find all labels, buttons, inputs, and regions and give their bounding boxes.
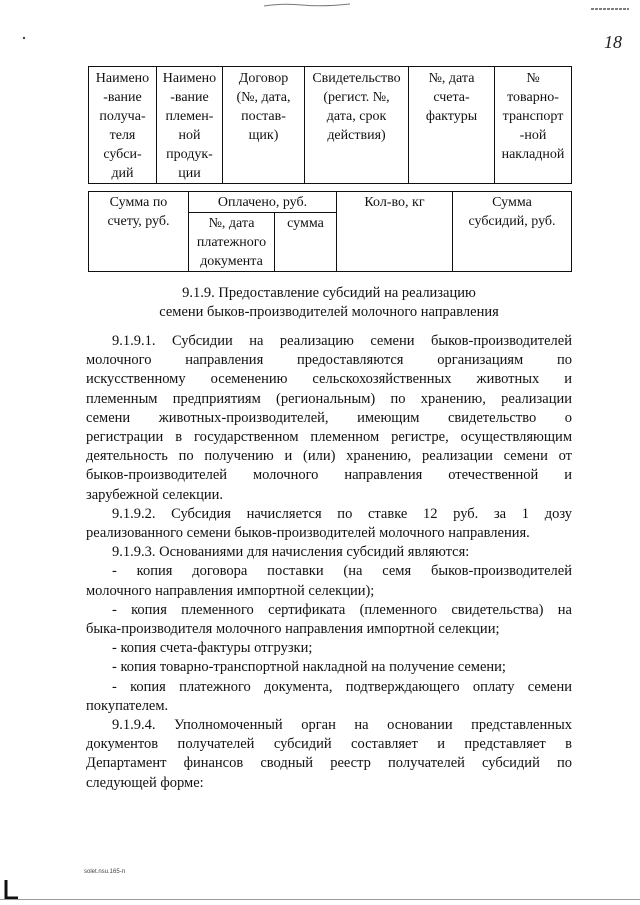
footer-code: solet.nsu.165-п [84, 869, 125, 875]
header-cell-contract: Договор (№, дата, постав- щик) [223, 67, 305, 184]
header-cell-invoice: №, дата счета- фактуры [409, 67, 495, 184]
text-line: следующей форме: [86, 774, 204, 791]
corner-crop-mark [4, 880, 18, 900]
text-line: - копия платежного документа, подтверждающего оплату семени [112, 678, 572, 695]
text-line: 9.1.9.3. Основаниями для начисления субсидий являются: [112, 544, 470, 561]
top-right-mark [590, 6, 630, 12]
text-line: документов получателей субсидий составляет и представляет в [86, 736, 572, 753]
section-body [86, 332, 572, 793]
header-cell-waybill: № товарно- транспорт -ной накладной [495, 67, 572, 184]
table-row [89, 192, 572, 213]
header-cell-paid-amount: сумма [275, 213, 337, 272]
text-line: покупателем. [86, 697, 169, 714]
header-cell-subsidy-sum: Сумма субсидий, руб. [453, 192, 572, 272]
recipients-table-2 [88, 191, 572, 272]
page-number: 18 [604, 32, 622, 52]
bottom-scan-line [0, 898, 640, 901]
text-line: - копия племенного сертификата (племенного свидетельства) на [112, 601, 572, 618]
top-scribble-mark [262, 2, 352, 8]
text-line: - копия счета-фактуры отгрузки; [112, 640, 313, 657]
text-line: искусственному осеменению сельскохозяйственных животных и [86, 371, 572, 388]
text-line: быков-производителей молочного направления отечественной и [86, 467, 572, 484]
text-line: зарубежной селекции. [86, 486, 223, 503]
text-line: регистрации в государственном племенном регистре, осуществляющим [86, 429, 572, 446]
text-line: 9.1.9.2. Субсидия начисляется по ставке 12 руб. за 1 дозу [112, 505, 572, 522]
header-cell-payment-doc: №, дата платежного документа [189, 213, 275, 272]
text-line: реализованного семени быков-производителей молочного направления. [86, 525, 530, 542]
left-margin-dot [22, 36, 26, 40]
table-row [89, 67, 572, 184]
section-title-line-1: 9.1.9. Предоставление субсидий на реализацию [182, 285, 476, 301]
text-line: молочного направления импортной селекции); [86, 582, 375, 599]
text-line: Департамент финансов сводный реестр получателей субсидий по [86, 755, 572, 772]
recipients-table-1 [88, 66, 572, 184]
text-line: 9.1.9.1. Субсидии на реализацию семени быков-производителей [112, 333, 572, 349]
section-heading [70, 284, 588, 322]
text-line: племенным предприятиям (региональным) по хранению, реализации [86, 390, 572, 407]
text-line: 9.1.9.4. Уполномоченный орган на основании представленных [112, 717, 572, 734]
header-cell-product-name: Наимено -вание племен- ной продук- ции [157, 67, 223, 184]
header-cell-paid: Оплачено, руб. [189, 192, 337, 213]
section-title-line-2: семени быков-производителей молочного направления [159, 304, 499, 320]
header-cell-invoice-sum: Сумма по счету, руб. [89, 192, 189, 272]
text-line: семени животных-производителей, имеющим свидетельство о [86, 409, 572, 426]
text-line: - копия договора поставки (на семя быков-производителей [112, 563, 572, 580]
text-line: быка-производителя молочного направления импортной селекции; [86, 621, 500, 638]
header-cell-certificate: Свидетельство (регист. №, дата, срок действия) [305, 67, 409, 184]
text-line: - копия товарно-транспортной накладной на получение семени; [112, 659, 506, 676]
header-cell-quantity: Кол-во, кг [337, 192, 453, 272]
text-line: деятельность по получению и (или) хранению, реализации семени от [86, 448, 572, 465]
header-cell-recipient-name: Наимено -вание получа- теля субси- дий [89, 67, 157, 184]
text-line: молочного направления предоставляются организациям по [86, 352, 572, 369]
